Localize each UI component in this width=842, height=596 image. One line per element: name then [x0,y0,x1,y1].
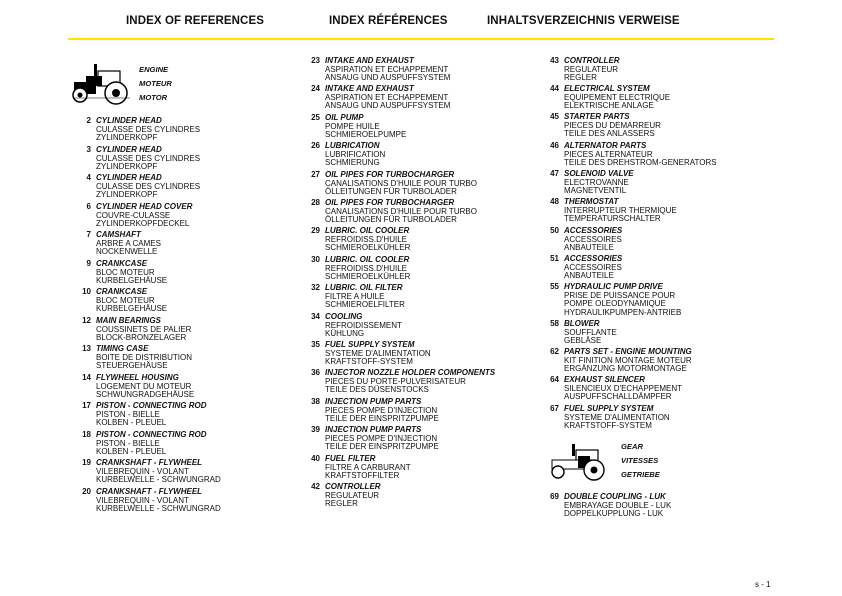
entry-title-de: ERGÄNZUNG MOTORMONTAGE [564,364,687,374]
entry-page-number: 23 [311,56,320,65]
entry-title-de: ZYLINDERKOPFDECKEL [96,219,190,229]
entry-title-de: TEILE DER EINSPRITZPUMPE [325,414,439,424]
entry-page-number: 9 [86,259,91,268]
entry-title-en: INJECTION PUMP PARTS [325,397,422,406]
entry-title-fr: PISTON - BIELLE [96,409,160,419]
entry-text [325,57,450,83]
entry-text [325,398,439,424]
entry-title-de: REGLER [325,499,358,509]
entry-page-number: 64 [550,375,559,384]
entry-text [564,198,677,224]
entry-title-fr: SYSTEME D'ALIMENTATION [325,348,431,358]
entry-text [325,85,450,111]
entry-page-number: 18 [82,430,91,439]
entry-text [96,431,207,457]
entry-page-number: 6 [86,202,91,211]
entry-title-en: FLYWHEEL HOUSING [96,373,179,382]
entry-text [96,317,191,343]
entry-page-number: 55 [550,282,559,291]
entry-title-fr: ACCESSOIRES [564,234,622,244]
entry-text [564,283,681,317]
entry-title-en: CAMSHAFT [96,230,141,239]
entry-title-fr: ASPIRATION ET ECHAPPEMENT [325,64,449,74]
entry-title-en: PISTON - CONNECTING ROD [96,401,207,410]
entry-title-de: SCHMIEROELFILTER [325,300,405,310]
entry-page-number: 35 [311,340,320,349]
entry-title-fr: INTERRUPTEUR THERMIQUE [564,205,677,215]
entry-title-en: THERMOSTAT [564,197,619,206]
entry-title-fr: BLOC MOTEUR [96,267,155,277]
entry-title-en: LUBRIC. OIL COOLER [325,255,410,264]
entry-title-fr: REGULATEUR [325,490,380,500]
entry-page-number: 40 [311,454,320,463]
entry-title-en: OIL PUMP [325,113,364,122]
entry-text [564,113,661,139]
entry-title-de: TEILE DES DREHSTROM-GENERATORS [564,158,717,168]
entry-title-de: GEBLÄSE [564,336,602,346]
entry-title-de: MAGNETVENTIL [564,186,627,196]
entry-text [325,114,406,140]
entry-title-de: TEILE DES DÜSENSTOCKS [325,385,429,395]
entry-text [325,313,402,339]
entry-text [96,231,161,257]
entry-title-de: ZYLINDERKOPF [96,162,158,172]
entry-text [564,255,622,281]
entry-title-fr: PIECES DU DEMARREUR [564,120,661,130]
entry-title-en: LUBRIC. OIL FILTER [325,283,403,292]
entry-title-de: TEILE DER EINSPRITZPUMPE [325,442,439,452]
entry-title-de: DOPPELKUPPLUNG - LUK [564,509,664,519]
entry-title-en: MAIN BEARINGS [96,316,161,325]
entry-title-de: ÖLLEITUNGEN FÜR TURBOLADER [325,187,457,197]
entry-title-de: ZYLINDERKOPF [96,190,158,200]
entry-page-number: 39 [311,425,320,434]
entry-page-number: 45 [550,112,559,121]
entry-title-fr: BOITE DE DISTRIBUTION [96,352,193,362]
entry-text [564,405,670,431]
entry-title-fr: SOUFFLANTE [564,327,617,337]
entry-title-fr: COUSSINETS DE PALIER [96,324,192,334]
gear-tractor-icon [548,442,610,482]
entry-title-en: CRANKCASE [96,287,148,296]
gear-section-label [621,440,660,482]
entry-title-fr: CULASSE DES CYLINDRES [96,124,201,134]
entry-text [96,374,194,400]
entry-title-fr: SILENCIEUX D'ECHAPPEMENT [564,383,682,393]
engine-tractor-icon [70,62,132,108]
entry-text [325,227,410,253]
entry-title-fr: PRISE DE PUISSANCE POUR [564,290,676,300]
entry-title-de: SCHWUNGRADGEHÄUSE [96,390,195,400]
entry-title-fr: LUBRIFICATION [325,149,386,159]
entry-title-de: AUSPUFFSCHALLDÄMPFER [564,392,672,402]
entry-page-number: 32 [311,283,320,292]
entry-title-en: EXHAUST SILENCER [564,375,645,384]
page-number: s - 1 [755,580,771,589]
entry-title-fr: PISTON - BIELLE [96,438,160,448]
entry-title-en: DOUBLE COUPLING - LUK [564,492,666,501]
entry-title-fr: ELECTROVANNE [564,177,629,187]
entry-title-fr: EMBRAYAGE DOUBLE - LUK [564,500,672,510]
entry-title-fr: REGULATEUR [564,64,619,74]
entry-title-en: PARTS SET - ENGINE MOUNTING [564,347,692,356]
entry-title-de: SCHMIEROELKÜHLER [325,272,411,282]
entry-title-de: SCHMIEROELPUMPE [325,130,407,140]
entry-text [325,256,410,282]
entry-title-en: PISTON - CONNECTING ROD [96,430,207,439]
title-english: INDEX OF REFERENCES [126,15,265,27]
entry-title-fr: PIECES ALTERNATEUR [564,149,653,159]
entry-title-en: CRANKSHAFT - FLYWHEEL [96,487,203,496]
entry-title-en: CYLINDER HEAD COVER [96,202,193,211]
entry-title-en: INJECTION PUMP PARTS [325,425,422,434]
entry-title-en: OIL PIPES FOR TURBOCHARGER [325,198,455,207]
entry-title-de: SCHMIERUNG [325,158,380,168]
entry-title-de: KURBELWELLE - SCHWUNGRAD [96,475,221,485]
entry-page-number: 67 [550,404,559,413]
entry-title-fr: REFROIDISS.D'HUILE [325,234,407,244]
entry-page-number: 47 [550,169,559,178]
entry-title-de: ANBAUTEILE [564,243,614,253]
entry-text [96,288,167,314]
entry-title-en: STARTER PARTS [564,112,630,121]
entry-title-en: TIMING CASE [96,344,149,353]
entry-title-de: KOLBEN - PLEUEL [96,418,167,428]
gear-label-de: GETRIEBE [621,470,660,479]
entry-title-fr: CULASSE DES CYLINDRES [96,153,201,163]
entry-title-fr: CANALISATIONS D'HUILE POUR TURBO [325,178,477,188]
entry-title-de: REGLER [564,73,597,83]
entry-page-number: 48 [550,197,559,206]
entry-title-de: ZYLINDERKOPF [96,133,158,143]
entry-text [564,57,620,83]
entry-page-number: 42 [311,482,320,491]
entry-title-fr: COUVRE-CULASSE [96,210,171,220]
entry-title-fr: VILEBREQUIN - VOLANT [96,495,189,505]
entry-title-fr: CANALISATIONS D'HUILE POUR TURBO [325,206,477,216]
entry-title-fr: REFROIDISS.D'HUILE [325,263,407,273]
entry-page-number: 24 [311,84,320,93]
entry-text [325,284,405,310]
entry-title-en: HYDRAULIC PUMP DRIVE [564,282,663,291]
entry-title-de: KRAFTSTOFF-SYSTEM [564,421,652,431]
entry-title-en: FUEL FILTER [325,454,376,463]
entry-page-number: 26 [311,141,320,150]
entry-title-de: ELEKTRISCHE ANLAGE [564,101,654,111]
entry-title-fr: FILTRE A HUILE [325,291,385,301]
entry-title-en: ELECTRICAL SYSTEM [564,84,650,93]
entry-page-number: 13 [82,344,91,353]
entry-text [325,455,411,481]
entry-page-number: 27 [311,170,320,179]
entry-title-de: BLOCK-BRONZELAGER [96,333,187,343]
entry-text [96,345,192,371]
entry-page-number: 19 [82,458,91,467]
entry-page-number: 50 [550,226,559,235]
entry-text [564,320,617,346]
entry-title-en: LUBRIC. OIL COOLER [325,226,410,235]
entry-title-en: CONTROLLER [564,56,620,65]
gear-label-fr: VITESSES [621,456,659,465]
entry-text [325,199,477,225]
entry-title-fr: SYSTEME D'ALIMENTATION [564,412,670,422]
entry-page-number: 2 [86,116,91,125]
entry-text [325,142,385,168]
entry-page-number: 17 [82,401,91,410]
entry-page-number: 12 [82,316,91,325]
entry-text [325,341,431,367]
entry-title-en: FUEL SUPPLY SYSTEM [325,340,415,349]
entry-title-de: KURBELWELLE - SCHWUNGRAD [96,504,221,514]
entry-title-de: KRAFTSTOFFILTER [325,471,400,481]
title-german: INHALTSVERZEICHNIS VERWEISE [487,15,680,27]
entry-text [96,146,200,172]
entry-text [96,260,167,286]
entry-title-en: SOLENOID VALVE [564,169,634,178]
entry-page-number: 7 [86,230,91,239]
entry-title-en: BLOWER [564,319,600,328]
entry-title-en: CONTROLLER [325,482,381,491]
entry-page-number: 10 [82,287,91,296]
entry-text [564,85,670,111]
entry-title-fr: ASPIRATION ET ECHAPPEMENT [325,92,449,102]
entry-title-de: NOCKENWELLE [96,247,158,257]
entry-text [96,459,221,485]
entry-text [96,203,192,229]
entry-title-de: ANSAUG UND AUSPUFFSYSTEM [325,101,451,111]
entry-page-number: 3 [86,145,91,154]
entry-page-number: 20 [82,487,91,496]
entry-title-fr: POMPE OLEODYNAMIQUE [564,299,666,309]
entry-text [96,402,207,428]
title-french: INDEX RÉFÉRENCES [329,15,448,27]
entry-page-number: 30 [311,255,320,264]
entry-title-fr: POMPE HUILE [325,121,380,131]
entry-page-number: 69 [550,492,559,501]
entry-text [325,426,439,452]
entry-text [96,174,200,200]
entry-text [325,369,495,395]
entry-title-en: ALTERNATOR PARTS [564,141,647,150]
entry-title-fr: LOGEMENT DU MOTEUR [96,381,192,391]
entry-page-number: 36 [311,368,320,377]
entry-page-number: 29 [311,226,320,235]
entry-text [325,483,381,509]
entry-title-fr: PIECES POMPE D'INJECTION [325,405,438,415]
entry-title-de: TEILE DES ANLASSERS [564,129,655,139]
entry-title-fr: BLOC MOTEUR [96,295,155,305]
entry-page-number: 51 [550,254,559,263]
entry-title-en: CRANKCASE [96,259,148,268]
engine-section-label [139,63,172,105]
entry-title-fr: ACCESSOIRES [564,262,622,272]
entry-title-de: ANSAUG UND AUSPUFFSYSTEM [325,73,451,83]
entry-page-number: 43 [550,56,559,65]
entry-page-number: 28 [311,198,320,207]
entry-title-de: KURBELGEHÄUSE [96,276,168,286]
entry-title-de: TEMPERATURSCHALTER [564,214,661,224]
entry-page-number: 38 [311,397,320,406]
entry-title-de: KURBELGEHÄUSE [96,304,168,314]
entry-page-number: 62 [550,347,559,356]
entry-text [325,171,477,197]
gear-label-en: GEAR [621,442,643,451]
entry-text [96,117,200,143]
entry-title-fr: CULASSE DES CYLINDRES [96,181,201,191]
entry-page-number: 4 [86,173,91,182]
entry-title-en: ACCESSORIES [564,254,623,263]
entry-title-de: ANBAUTEILE [564,271,614,281]
entry-title-en: CYLINDER HEAD [96,145,162,154]
entry-title-en: INJECTOR NOZZLE HOLDER COMPONENTS [325,368,496,377]
entry-title-de: STEUERGEHÄUSE [96,361,168,371]
entry-page-number: 14 [82,373,91,382]
entry-title-en: INTAKE AND EXHAUST [325,56,414,65]
engine-label-fr: MOTEUR [139,79,172,88]
entry-title-en: CYLINDER HEAD [96,116,162,125]
entry-title-en: CRANKSHAFT - FLYWHEEL [96,458,203,467]
engine-label-de: MOTOR [139,93,168,102]
entry-page-number: 25 [311,113,320,122]
entry-page-number: 46 [550,141,559,150]
entry-title-fr: EQUIPEMENT ELECTRIQUE [564,92,671,102]
entry-page-number: 58 [550,319,559,328]
entry-page-number: 34 [311,312,320,321]
entry-title-en: COOLING [325,312,363,321]
entry-title-fr: REFROIDISSEMENT [325,320,402,330]
entry-text [564,142,717,168]
entry-page-number: 44 [550,84,559,93]
entry-title-en: CYLINDER HEAD [96,173,162,182]
entry-text [96,488,221,514]
entry-title-de: SCHMIEROELKÜHLER [325,243,411,253]
entry-text [564,348,692,374]
header-rule [68,38,774,40]
entry-title-de: ÖLLEITUNGEN FÜR TURBOLADER [325,215,457,225]
engine-label-en: ENGINE [139,65,169,74]
entry-title-en: FUEL SUPPLY SYSTEM [564,404,654,413]
entry-title-fr: PIECES DU PORTE-PULVERISATEUR [325,376,466,386]
entry-title-en: INTAKE AND EXHAUST [325,84,414,93]
entry-title-en: ACCESSORIES [564,226,623,235]
entry-title-fr: ARBRE A CAMES [96,238,161,248]
entry-text [564,227,622,253]
entry-title-fr: KIT FINITION MONTAGE MOTEUR [564,355,692,365]
entry-title-fr: PIECES POMPE D'INJECTION [325,433,438,443]
entry-text [564,376,682,402]
entry-title-de: KRAFTSTOFF-SYSTEM [325,357,413,367]
entry-title-de: HYDRAULIKPUMPEN-ANTRIEB [564,307,682,317]
entry-title-en: LUBRICATION [325,141,380,150]
entry-title-de: KOLBEN - PLEUEL [96,447,167,457]
entry-title-en: OIL PIPES FOR TURBOCHARGER [325,170,455,179]
entry-title-fr: FILTRE A CARBURANT [325,462,411,472]
entry-text [564,493,671,519]
entry-title-de: KÜHLUNG [325,329,365,339]
entry-title-fr: VILEBREQUIN - VOLANT [96,466,189,476]
entry-text [564,170,634,196]
